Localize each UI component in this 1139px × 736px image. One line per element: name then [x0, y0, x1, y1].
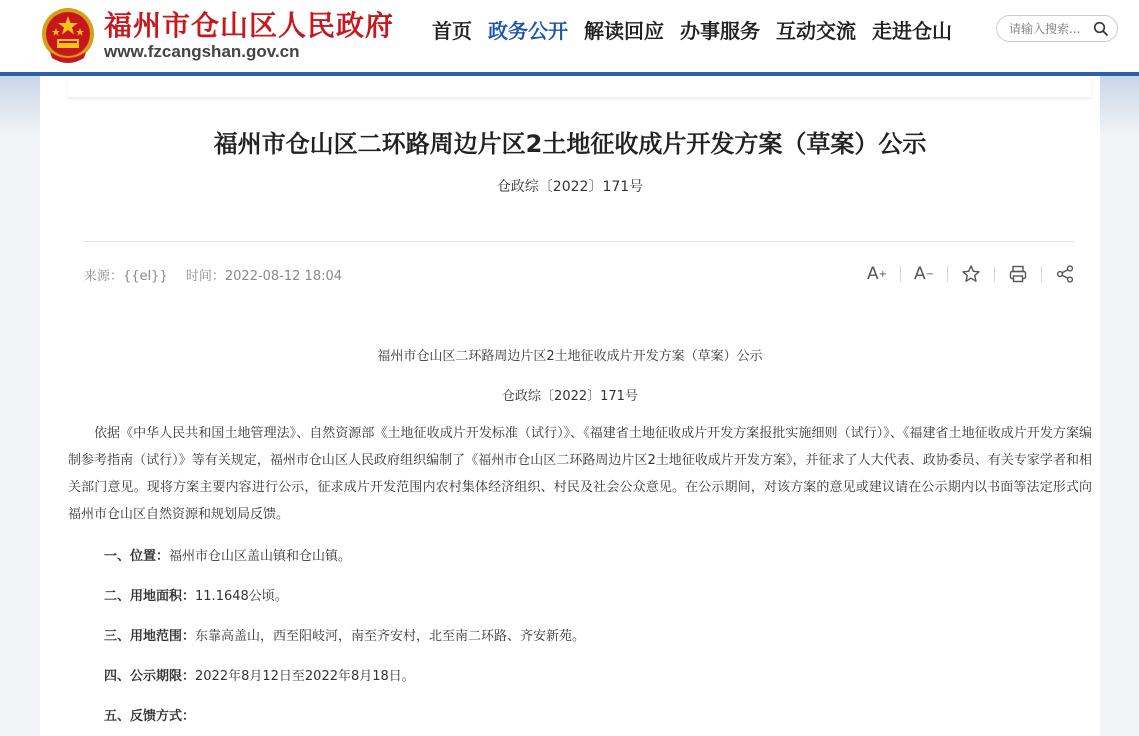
print-icon [1008, 264, 1028, 284]
item-label: 二、用地面积： [104, 589, 196, 604]
share-icon [1055, 264, 1075, 284]
time-value: 2022-08-12 18:04 [224, 269, 343, 284]
item-label: 三、用地范围： [104, 629, 196, 644]
site-header [0, 0, 1139, 76]
item-label: 四、公示期限： [104, 669, 196, 684]
body-title: 福州市仓山区二环路周边片区2土地征收成片开发方案（草案）公示 [377, 349, 763, 364]
breadcrumb [68, 76, 1091, 97]
source-value: {{el}} [123, 269, 168, 284]
toolbar-divider [994, 266, 995, 282]
nav-interaction[interactable]: 互动交流 [776, 19, 856, 43]
nav-interpretation[interactable]: 解读回应 [584, 19, 664, 43]
site-url[interactable]: www.fzcangshan.gov.cn [104, 42, 300, 61]
search-input[interactable] [1009, 20, 1089, 38]
nav-services[interactable]: 办事服务 [680, 19, 760, 43]
source-info [84, 269, 168, 284]
body-doc-number: 仓政综〔2022〕171号 [502, 389, 638, 404]
body-paragraph: 依据《中华人民共和国土地管理法》、自然资源部《土地征收成片开发标准（试行）》、《福建省土地征收成片开发方案报批实施细则（试行）》、《福建省土地征收成片开发方案编制参考指南（试行）》等有关规定，福州市仓山区人民政府组织编制了《福州市仓山区二环路周边片区2土地征收成片开发方案》，并征求了人大代表、政协委员、有关专家学者和相关部门意见。现将方案主要内容进行公示，征求成片开发范围内农村集体经济组织、村民及社会公众意见。在公示期间，对该方案的意见或建议请在公示期内以书面等法定形式向福州市仓山区自然资源和规划局反馈。 [68, 426, 1092, 522]
print-button[interactable] [1003, 263, 1033, 285]
main-nav [424, 15, 960, 44]
item-value: 2022年8月12日至2022年8月18日。 [195, 669, 415, 684]
nav-home[interactable]: 首页 [432, 19, 472, 43]
article-meta [84, 265, 356, 284]
share-button[interactable] [1050, 263, 1080, 285]
source-label: 来源： [84, 269, 124, 284]
nav-gov-affairs[interactable]: 政务公开 [488, 19, 568, 43]
search-icon[interactable] [1093, 21, 1109, 37]
list-item-feedback [104, 705, 195, 724]
item-value: 福州市仓山区盖山镇和仓山镇。 [169, 549, 352, 564]
item-value: 东靠高盖山，西至阳岐河，南至齐安村，北至南二环路、齐安新苑。 [195, 629, 586, 644]
toolbar-divider [900, 266, 901, 282]
list-item-scope [104, 625, 585, 644]
time-label: 时间： [185, 269, 225, 284]
list-item-location [104, 545, 351, 564]
font-increase-button[interactable]: A + [866, 264, 888, 284]
star-icon [961, 264, 981, 284]
search-box [996, 15, 1118, 42]
toolbar-divider [1041, 266, 1042, 282]
time-info [186, 269, 342, 284]
doc-number: 仓政综〔2022〕171号 [496, 179, 644, 195]
item-value: 11.1648公顷。 [195, 589, 288, 604]
list-item-area [104, 585, 288, 604]
site-title[interactable]: 福州市仓山区人民政府 [104, 9, 395, 42]
font-decrease-button[interactable]: A − [913, 264, 935, 284]
national-emblem-icon[interactable] [40, 6, 96, 68]
item-label: 五、反馈方式： [104, 709, 196, 724]
article-title: 福州市仓山区二环路周边片区2土地征收成片开发方案（草案）公示 [213, 130, 927, 158]
title-divider [84, 241, 1074, 242]
article-toolbar [862, 263, 1080, 285]
list-item-period [104, 665, 415, 684]
toolbar-divider [947, 266, 948, 282]
nav-about[interactable]: 走进仓山 [872, 19, 952, 43]
favorite-button[interactable] [956, 263, 986, 285]
item-label: 一、位置： [104, 549, 170, 564]
